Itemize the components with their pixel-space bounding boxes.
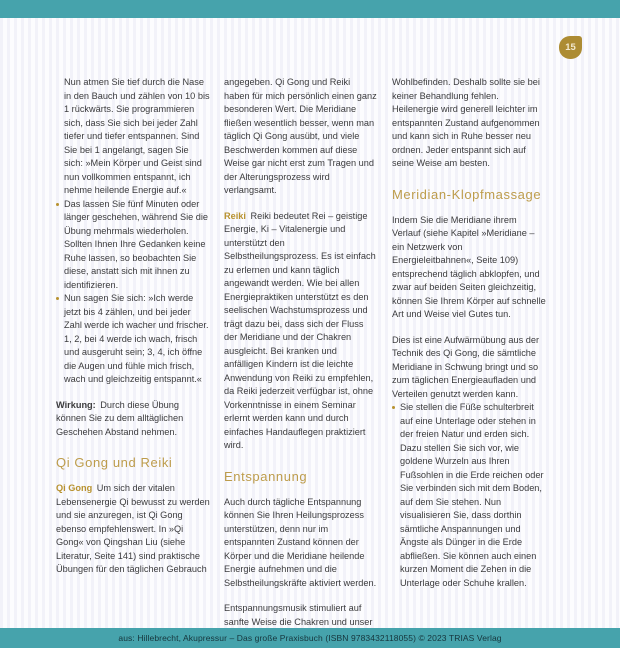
bullet-item: Das lassen Sie fünf Minuten oder länger geschehen, während Sie die Übung mehrmals wiederholen. Sollten Ihnen Ihre Gedanken keine Ruhe lassen, so beobachten Sie diese, anstatt sich mit ihnen zu identifizieren.	[56, 198, 210, 293]
section-heading: Entspannung	[224, 468, 308, 484]
paragraph: Wirkung: Durch diese Übung können Sie zu dem alltäglichen Geschehen Abstand nehmen.	[56, 399, 184, 437]
lead-label: Wirkung:	[56, 399, 96, 410]
lead-label: Reiki	[224, 210, 246, 221]
paragraph: Auch durch tägliche Entspannung können Sie Ihren Heilungsprozess unterstützen, denn nur im entspannten Zustand können der Körper und die Meridiane heilende Energie aufnehmen und die Selbstheilungskräfte aktiviert werden.	[224, 496, 377, 588]
paragraph: angegeben. Qi Gong und Reiki haben für mich persönlich einen ganz besonderen Wert. Die Meridiane fließen wesentlich besser, wenn man täglich Qi Gong ausübt, und viele Beschwerden kommen auf diese Weise gar nicht erst zum Tragen und der Alterungsprozess wird verlangsamt.	[224, 77, 377, 195]
text-column	[392, 76, 546, 626]
paragraph: Wohlbefinden. Deshalb sollte sie bei keiner Behandlung fehlen. Heilenergie wird generell leichter im entspannten Zustand aufgenommen und kann sich in Ruhe besser neu ordnen. Jeder entspannt sich auf seine Weise am besten.	[392, 77, 540, 168]
section-heading: Qi Gong und Reiki	[56, 455, 173, 470]
paragraph: Reiki Reiki bedeutet Rei – geistige Energie, Ki – Vitalenergie und unterstützt den Selbstheilungsprozess. Es ist einfach zu erlernen und kann täglich angewandt werden. Wie bei allen Energiepraktiken unterstützt es den seelischen Wachstumsprozess und trägt dazu bei, dass sich der Fluss der Meridiane und der Chakren ausgleicht. Bei kranken und anfälligen Kindern ist die leichte Anwendung von Reiki zu empfehlen, da Reiki jederzeit verfügbar ist, ohne Vorkenntnisse in einem Seminar erlernt werden kann und durch einfaches Handauflegen praktiziert wird.	[224, 210, 376, 450]
bullet-item: Sie stellen die Füße schulterbreit auf eine Unterlage oder stehen in der freien Natur und erden sich. Dazu stellen Sie sich vor, wie goldene Wurzeln aus Ihren Fußsohlen in die Erde reichen oder Sie verbinden sich mit dem Boden, auf dem Sie stehen. Nun visualisieren Sie, dass dorthin sämtliche Anspannungen und Ängste als Dünger in die Erde abfließen. Sie können auch einen kurzen Moment die Zehen in die Unterlage oder Schuhe krallen.	[392, 401, 546, 590]
page-number-badge	[559, 36, 582, 59]
footer-credit-text: aus: Hillebrecht, Akupressur – Das große Praxisbuch (ISBN 9783432118055) © 2023 TRIAS Verlag	[118, 633, 502, 643]
bullet-dot-icon	[56, 203, 59, 206]
bullet-dot-icon	[392, 406, 395, 409]
bullet-dot-icon	[56, 297, 59, 300]
paragraph: Nun atmen Sie tief durch die Nase in den Bauch und zählen von 10 bis 1 rückwärts. Sie programmieren sich, dass Sie sich bei jeder Zahl tiefer und tiefer entspannen. Sind Sie bei 1 angelangt, sagen Sie sich: »Mein Körper und Geist sind nun vollkommen entspannt, ich nehme heilende Energie auf.«	[64, 77, 210, 195]
section-heading: Meridian-Klopfmassage	[392, 186, 542, 202]
paragraph: Dies ist eine Aufwärmübung aus der Technik des Qi Gong, die sämtliche Meridiane in Schwung bringt und so zum täglichen Energieaufladen und Verteilen genutzt werden kann.	[392, 334, 540, 399]
bullet-item: Nun sagen Sie sich: »Ich werde jetzt bis 4 zählen, und bei jeder Zahl werde ich wacher und frischer. 1, 2, bei 4 werde ich wach, frisch und ausgeruht sein; 3, 4, ich öffne die Augen und fühle mich frisch, wach und gleichzeitig entspannt.«	[56, 292, 210, 387]
paragraph: Qi Gong Um sich der vitalen Lebensenergie Qi bewusst zu werden und sie anzuregen, ist Qi Gong ebenso empfehlenswert. In »Qi Gong« von Qingshan Liu (siehe Literatur, Seite 141) sind praktische Übungen für den täglichen Gebrauch	[56, 483, 210, 574]
lead-label: Qi Gong	[56, 483, 93, 493]
page-number: 15	[565, 42, 576, 53]
top-teal-bar	[0, 0, 620, 18]
paragraph: Entspannungsmusik stimuliert auf sanfte Weise die Chakren und unser	[224, 603, 373, 626]
text-column	[224, 76, 378, 626]
text-column	[56, 76, 210, 626]
footer-bar	[0, 628, 620, 648]
paragraph: Indem Sie die Meridiane ihrem Verlauf (siehe Kapitel »Meridiane – ein Netzwerk von Energieleitbahnen«, Seite 109) entsprechend täglich abklopfen, und zwar auf beiden Seiten gleichzeitig, können Sie Ihrem Körper auf schnelle Art und Weise viel Gutes tun.	[392, 214, 546, 319]
page-body	[56, 76, 548, 626]
